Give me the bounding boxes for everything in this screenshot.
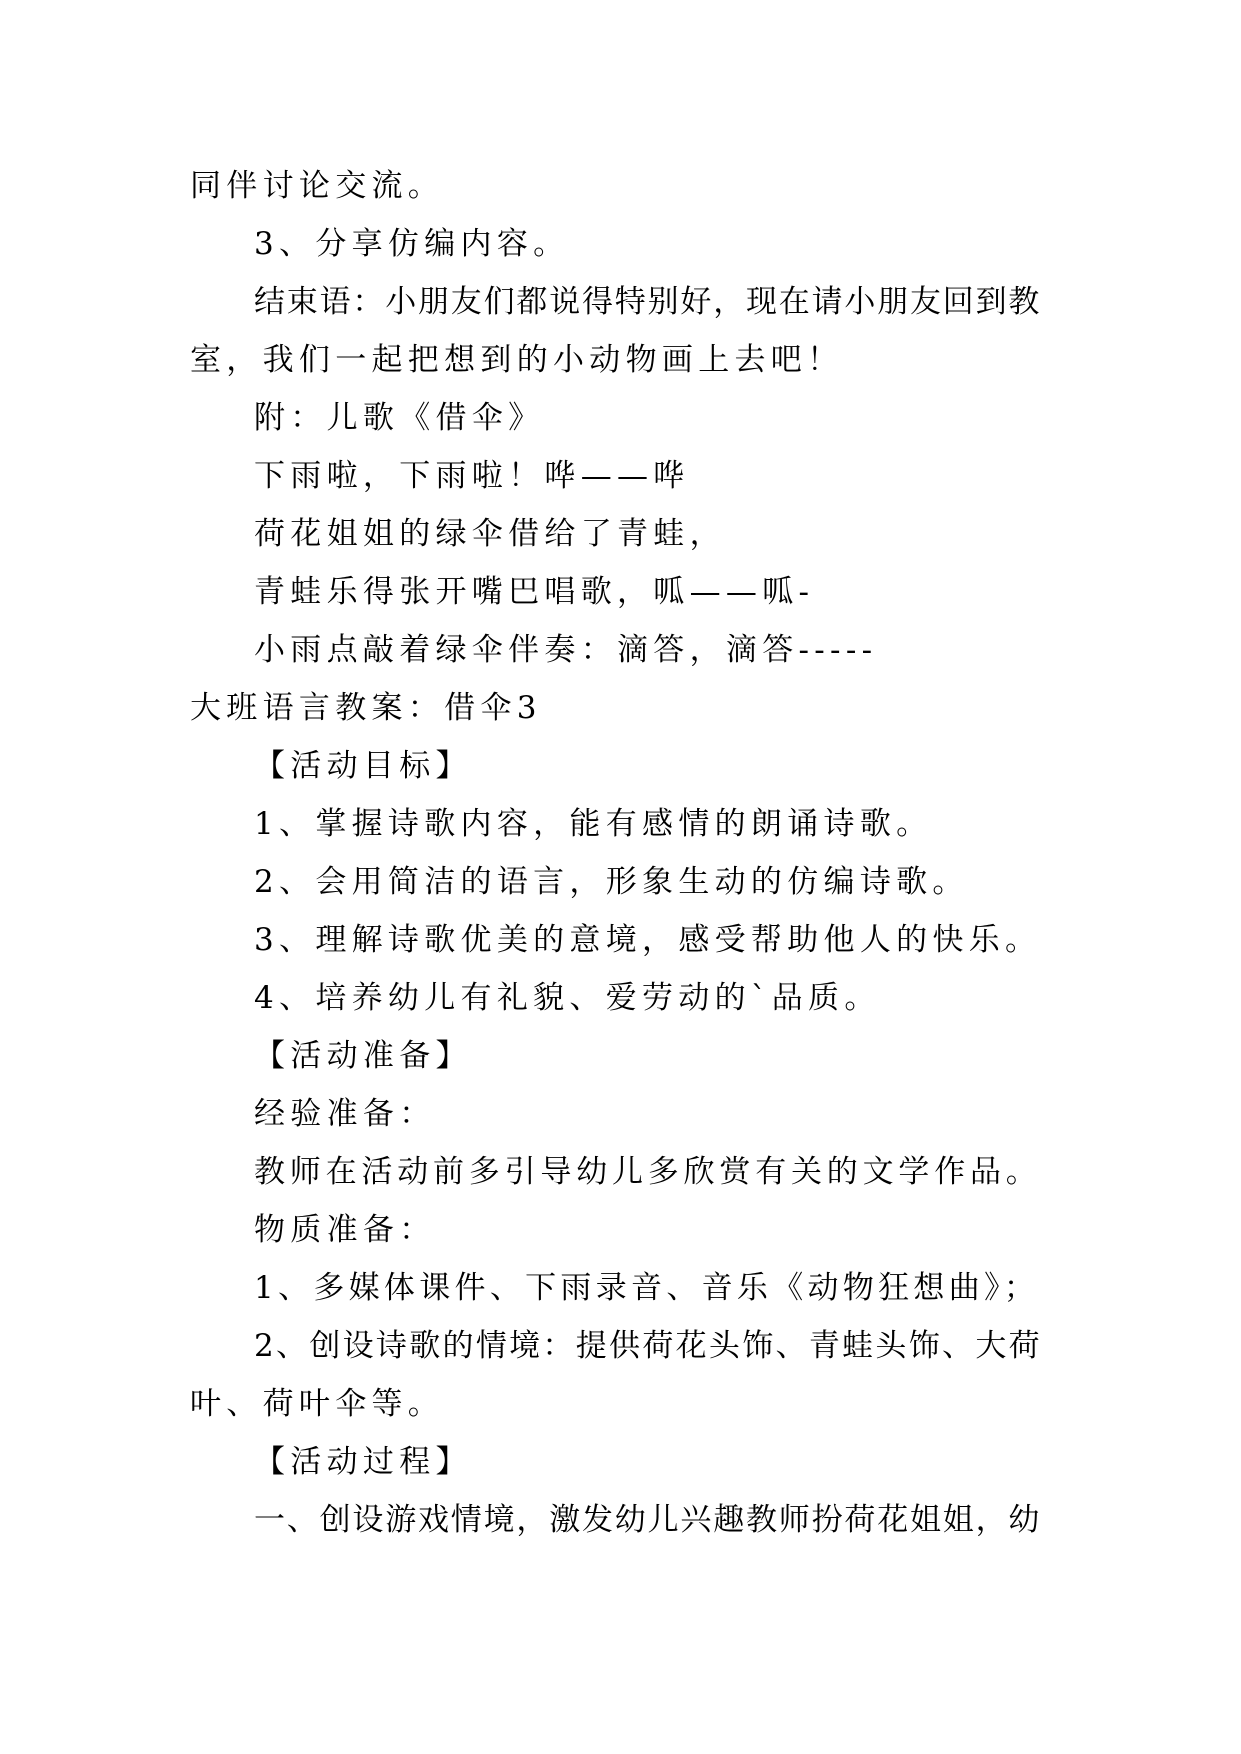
goal-item-3: 3、理解诗歌优美的意境，感受帮助他人的快乐。 bbox=[254, 922, 1042, 958]
step-share-imitation: 3、分享仿编内容。 bbox=[254, 226, 570, 262]
goal-item-4: 4、培养幼儿有礼貌、爱劳动的`品质。 bbox=[254, 980, 881, 1016]
process-step-1: 一、创设游戏情境，激发幼儿兴趣教师扮荷花姐姐，幼 bbox=[254, 1502, 1042, 1538]
experience-preparation-label: 经验准备： bbox=[254, 1096, 436, 1132]
poem-line-1: 下雨啦，下雨啦！哗——哗 bbox=[254, 458, 690, 494]
heading-activity-process: 【活动过程】 bbox=[254, 1444, 472, 1480]
closing-remarks-line-2: 室，我们一起把想到的小动物画上去吧！ bbox=[190, 342, 844, 378]
material-item-1: 1、多媒体课件、下雨录音、音乐《动物狂想曲》； bbox=[254, 1270, 1040, 1306]
material-preparation-label: 物质准备： bbox=[254, 1212, 436, 1248]
paragraph-continuation: 同伴讨论交流。 bbox=[190, 168, 445, 204]
closing-remarks-line-1: 结束语：小朋友们都说得特别好，现在请小朋友回到教 bbox=[254, 284, 1042, 320]
appendix-title: 附：儿歌《借伞》 bbox=[254, 400, 545, 436]
section-heading: 大班语言教案：借伞3 bbox=[190, 690, 542, 726]
material-item-2-line-1: 2、创设诗歌的情境：提供荷花头饰、青蛙头饰、大荷 bbox=[254, 1328, 1042, 1364]
goal-item-2: 2、会用简洁的语言，形象生动的仿编诗歌。 bbox=[254, 864, 969, 900]
heading-activity-goals: 【活动目标】 bbox=[254, 748, 472, 784]
heading-activity-preparation: 【活动准备】 bbox=[254, 1038, 472, 1074]
poem-line-2: 荷花姐姐的绿伞借给了青蛙， bbox=[254, 516, 726, 552]
material-item-2-line-2: 叶、荷叶伞等。 bbox=[190, 1386, 445, 1422]
poem-line-4: 小雨点敲着绿伞伴奏：滴答，滴答----- bbox=[254, 632, 878, 668]
poem-line-3: 青蛙乐得张开嘴巴唱歌，呱——呱- bbox=[254, 574, 815, 610]
experience-preparation-text: 教师在活动前多引导幼儿多欣赏有关的文学作品。 bbox=[254, 1154, 1042, 1190]
goal-item-1: 1、掌握诗歌内容，能有感情的朗诵诗歌。 bbox=[254, 806, 933, 842]
